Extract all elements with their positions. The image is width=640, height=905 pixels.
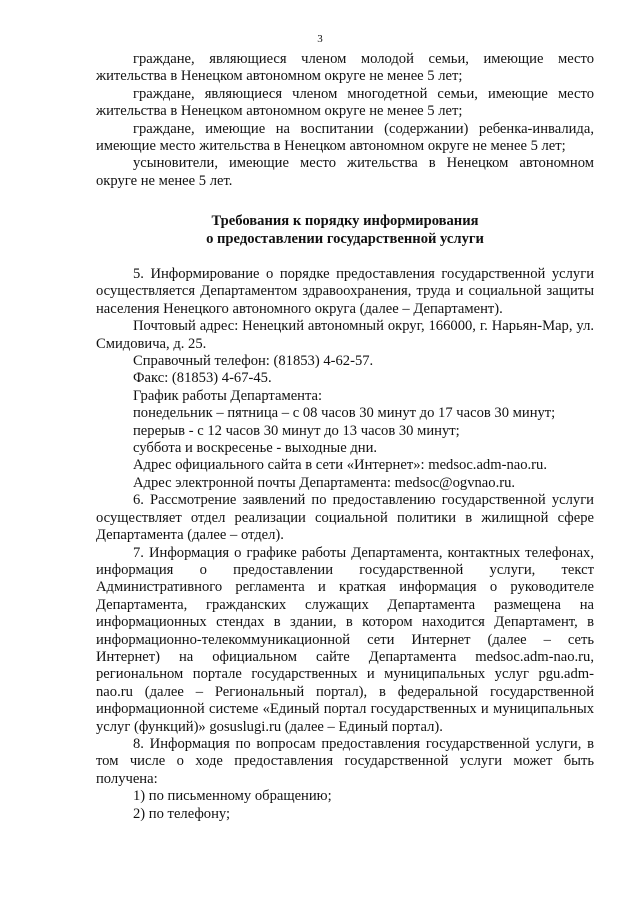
paragraph: понедельник – пятница – с 08 часов 30 минут до 17 часов 30 минут; [133,405,556,422]
paragraph: 2) по телефону; [133,805,231,822]
paragraph: усыновители, имеющие место жительства в Ненецком автономном округе не менее 5 лет. [96,155,594,189]
paragraph: 8. Информация по вопросам предоставления государственной услуги, в том числе о ходе предоставления государственной услуги может быть получена: [96,735,594,787]
paragraph: Адрес электронной почты Департамента: medsoc@ogvnao.ru. [133,474,516,491]
page-number: 3 [317,33,323,45]
paragraph: Справочный телефон: (81853) 4-62-57. [133,353,374,370]
paragraph: График работы Департамента: [133,387,323,404]
paragraph: 7. Информация о графике работы Департамента, контактных телефонах, информация о предоставлении государственной услуги, текст Административного регламента и краткая информация о руководителе Департамента, гражданских служащих Департамента размещена на информационных стендах в здании, в котором находится Департамент, в информационно-телекоммуникационной сети Интернет (далее – сеть Интернет) на официальном сайте Департамента medsoc.adm-nao.ru, региональном портале государственных и муниципальных услуг pgu.adm-nao.ru (далее – Региональный портал), в федеральной государственной информационной системе «Единый портал государственных и муниципальных услуг (функций)» gosuslugi.ru (далее – Единый портал). [96,544,594,735]
paragraph: 6. Рассмотрение заявлений по предоставлению государственной услуги осуществляет отдел реализации социальной политики в жилищной сфере Департамента (далее – отдел). [96,492,594,544]
paragraph: граждане, имеющие на воспитании (содержании) ребенка-инвалида, имеющие место жительства в Ненецком автономном округе не менее 5 лет; [96,120,594,155]
paragraph: Факс: (81853) 4-67-45. [133,370,272,387]
paragraph: граждане, являющиеся членом молодой семьи, имеющие место жительства в Ненецком автономном округе не менее 5 лет; [96,51,594,85]
section-heading [96,212,594,248]
paragraph: Адрес официального сайта в сети «Интернет»: medsoc.adm-nao.ru. [133,457,547,474]
paragraph: 1) по письменному обращению; [133,788,332,805]
eligibility-list [96,51,594,190]
heading-line-2: о предоставлении государственной услуги [206,231,484,247]
paragraph: Почтовый адрес: Ненецкий автономный округ, 166000, г. Нарьян-Мар, ул. Смидовича, д. 25. [96,318,594,352]
paragraph: граждане, являющиеся членом многодетной семьи, имеющие место жительства в Ненецком автономном округе не менее 5 лет; [96,85,594,120]
heading-line-1: Требования к порядку информирования [211,213,479,229]
paragraph: перерыв - с 12 часов 30 минут до 13 часов 30 минут; [133,422,460,439]
paragraph: 5. Информирование о порядке предоставления государственной услуги осуществляется Департаментом здравоохранения, труда и социальной защиты населения Ненецкого автономного округа (далее – Департамент). [96,266,594,317]
paragraph: суббота и воскресенье - выходные дни. [133,440,378,457]
section-body [96,266,594,823]
